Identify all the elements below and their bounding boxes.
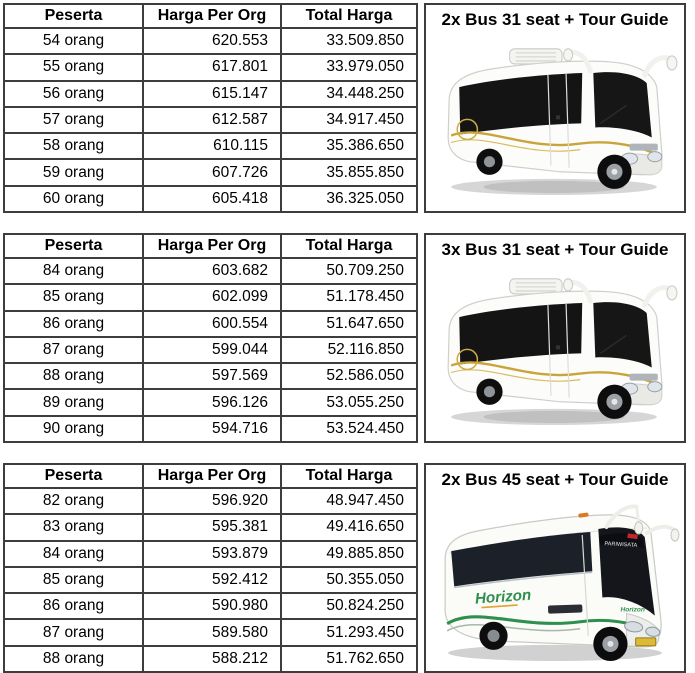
price-rows	[4, 258, 417, 442]
table-row	[4, 619, 417, 645]
harga-per-org-cell: 596.126	[143, 389, 281, 415]
peserta-cell: 59 orang	[4, 159, 143, 185]
harga-per-org-cell: 617.801	[143, 54, 281, 80]
total-harga-cell: 53.524.450	[281, 416, 417, 442]
total-harga-cell: 33.509.850	[281, 28, 417, 54]
peserta-cell: 90 orang	[4, 416, 143, 442]
price-section-3x-bus-31	[3, 233, 695, 443]
bus-panel	[424, 3, 686, 213]
peserta-cell: 85 orang	[4, 567, 143, 593]
bus-panel	[424, 233, 686, 443]
header-row	[4, 4, 417, 28]
harga-per-org-cell: 596.920	[143, 488, 281, 514]
bus-package-label: 2x Bus 31 seat + Tour Guide	[441, 10, 669, 29]
harga-per-org-cell: 595.381	[143, 514, 281, 540]
harga-per-org-cell: 620.553	[143, 28, 281, 54]
bus-image-container	[429, 260, 681, 439]
total-harga-cell: 51.647.650	[281, 311, 417, 337]
price-section-2x-bus-31	[3, 3, 695, 213]
harga-per-org-cell: 592.412	[143, 567, 281, 593]
table-row	[4, 646, 417, 672]
total-harga-cell: 49.416.650	[281, 514, 417, 540]
peserta-cell: 54 orang	[4, 28, 143, 54]
peserta-cell: 86 orang	[4, 593, 143, 619]
harga-per-org-cell: 603.682	[143, 258, 281, 284]
total-harga-cell: 49.885.850	[281, 541, 417, 567]
harga-per-org-cell: 607.726	[143, 159, 281, 185]
harga-per-org-cell: 588.212	[143, 646, 281, 672]
price-rows	[4, 488, 417, 672]
bus-package-label: 2x Bus 45 seat + Tour Guide	[441, 470, 669, 489]
price-table	[3, 463, 418, 673]
total-harga-cell: 50.824.250	[281, 593, 417, 619]
table-row	[4, 54, 417, 80]
bus-panel	[424, 463, 686, 673]
total-harga-cell: 35.855.850	[281, 159, 417, 185]
table-row	[4, 311, 417, 337]
harga-per-org-cell: 600.554	[143, 311, 281, 337]
peserta-cell: 85 orang	[4, 284, 143, 310]
header-harga-per-org: Harga Per Org	[143, 464, 281, 488]
price-table	[3, 3, 418, 213]
table-row	[4, 159, 417, 185]
peserta-cell: 87 orang	[4, 337, 143, 363]
total-harga-cell: 50.355.050	[281, 567, 417, 593]
total-harga-cell: 34.448.250	[281, 81, 417, 107]
harga-per-org-cell: 594.716	[143, 416, 281, 442]
table-row	[4, 337, 417, 363]
header-row	[4, 234, 417, 258]
harga-per-org-cell: 597.569	[143, 363, 281, 389]
coach-bus-image	[429, 490, 681, 669]
table-row	[4, 389, 417, 415]
harga-per-org-cell: 593.879	[143, 541, 281, 567]
table-row	[4, 514, 417, 540]
peserta-cell: 89 orang	[4, 389, 143, 415]
table-row	[4, 107, 417, 133]
table-row	[4, 541, 417, 567]
header-total-harga: Total Harga	[281, 234, 417, 258]
peserta-cell: 82 orang	[4, 488, 143, 514]
harga-per-org-cell: 610.115	[143, 133, 281, 159]
peserta-cell: 84 orang	[4, 258, 143, 284]
peserta-cell: 84 orang	[4, 541, 143, 567]
table-row	[4, 593, 417, 619]
header-peserta: Peserta	[4, 234, 143, 258]
table-row	[4, 28, 417, 54]
total-harga-cell: 51.178.450	[281, 284, 417, 310]
total-harga-cell: 48.947.450	[281, 488, 417, 514]
header-harga-per-org: Harga Per Org	[143, 4, 281, 28]
header-total-harga: Total Harga	[281, 464, 417, 488]
total-harga-cell: 52.586.050	[281, 363, 417, 389]
table-row	[4, 133, 417, 159]
harga-per-org-cell: 599.044	[143, 337, 281, 363]
header-total-harga: Total Harga	[281, 4, 417, 28]
total-harga-cell: 51.762.650	[281, 646, 417, 672]
peserta-cell: 88 orang	[4, 363, 143, 389]
price-rows	[4, 28, 417, 212]
total-harga-cell: 51.293.450	[281, 619, 417, 645]
harga-per-org-cell: 590.980	[143, 593, 281, 619]
total-harga-cell: 35.386.650	[281, 133, 417, 159]
peserta-cell: 83 orang	[4, 514, 143, 540]
bus-package-label: 3x Bus 31 seat + Tour Guide	[441, 240, 669, 259]
table-row	[4, 258, 417, 284]
harga-per-org-cell: 602.099	[143, 284, 281, 310]
peserta-cell: 55 orang	[4, 54, 143, 80]
harga-per-org-cell: 612.587	[143, 107, 281, 133]
header-harga-per-org: Harga Per Org	[143, 234, 281, 258]
header-peserta: Peserta	[4, 464, 143, 488]
mini-bus-image	[429, 30, 681, 209]
mini-bus-image	[429, 260, 681, 439]
price-section-2x-bus-45	[3, 463, 695, 673]
table-row	[4, 488, 417, 514]
peserta-cell: 87 orang	[4, 619, 143, 645]
total-harga-cell: 33.979.050	[281, 54, 417, 80]
total-harga-cell: 50.709.250	[281, 258, 417, 284]
table-row	[4, 284, 417, 310]
peserta-cell: 56 orang	[4, 81, 143, 107]
bus-image-container	[429, 490, 681, 669]
table-row	[4, 186, 417, 212]
peserta-cell: 88 orang	[4, 646, 143, 672]
total-harga-cell: 36.325.050	[281, 186, 417, 212]
table-row	[4, 416, 417, 442]
harga-per-org-cell: 605.418	[143, 186, 281, 212]
header-row	[4, 464, 417, 488]
total-harga-cell: 52.116.850	[281, 337, 417, 363]
table-row	[4, 81, 417, 107]
peserta-cell: 86 orang	[4, 311, 143, 337]
table-row	[4, 567, 417, 593]
header-peserta: Peserta	[4, 4, 143, 28]
table-row	[4, 363, 417, 389]
bus-image-container	[429, 30, 681, 209]
peserta-cell: 57 orang	[4, 107, 143, 133]
harga-per-org-cell: 615.147	[143, 81, 281, 107]
peserta-cell: 60 orang	[4, 186, 143, 212]
peserta-cell: 58 orang	[4, 133, 143, 159]
price-table	[3, 233, 418, 443]
total-harga-cell: 53.055.250	[281, 389, 417, 415]
total-harga-cell: 34.917.450	[281, 107, 417, 133]
harga-per-org-cell: 589.580	[143, 619, 281, 645]
